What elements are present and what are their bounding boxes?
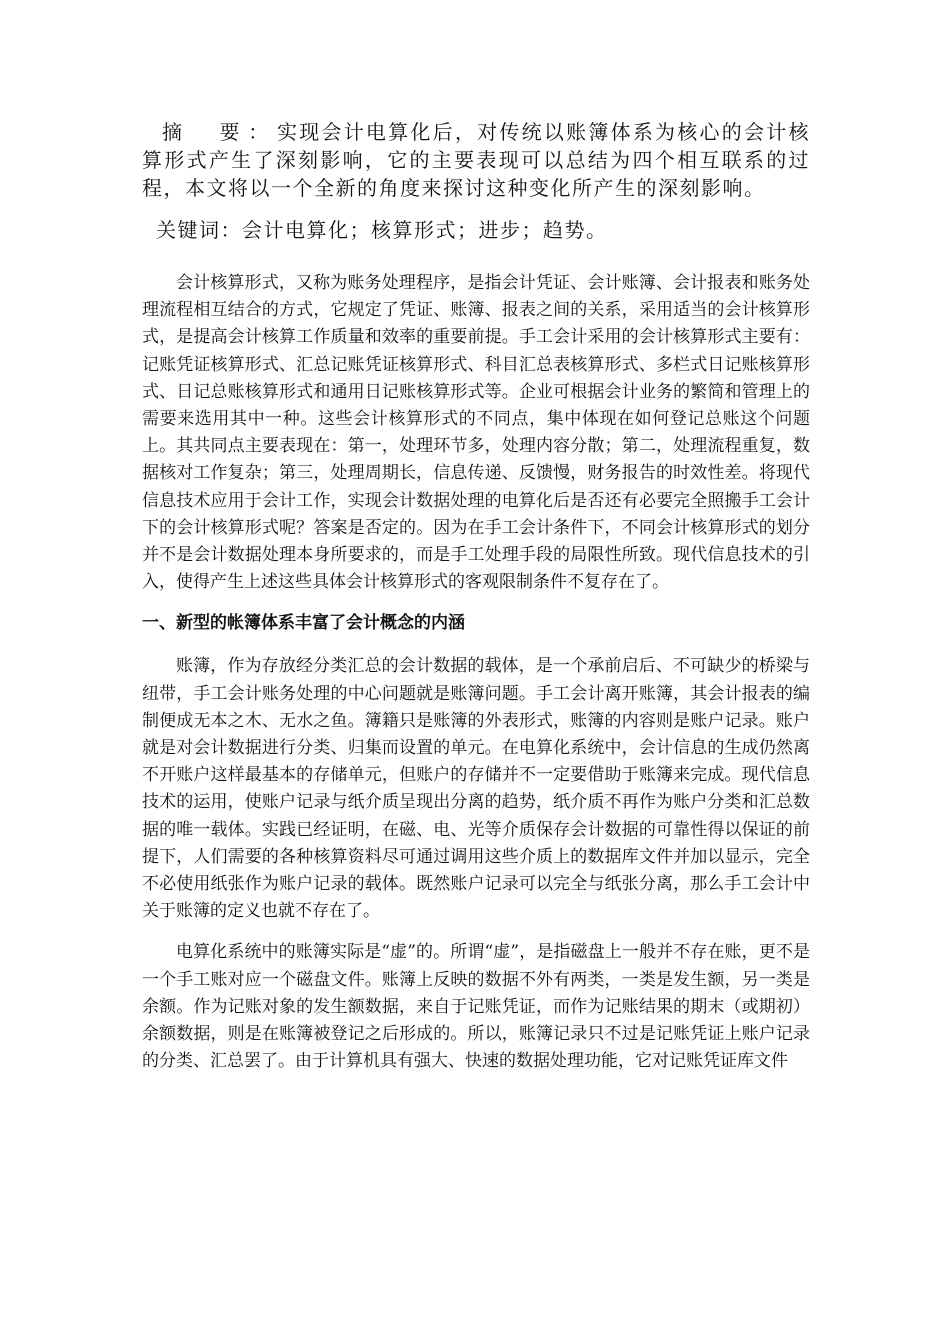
abstract xyxy=(142,118,810,202)
abstract-label: 摘 要： xyxy=(162,120,277,144)
section-1-heading: 一、新型的帐簿体系丰富了会计概念的内涵 xyxy=(142,613,465,634)
keywords-text: 会计电算化；核算形式；进步；趋势。 xyxy=(242,218,608,242)
section-1-paragraph: 电算化系统中的账簿实际是“虚”的。所谓“虚”，是指磁盘上一般并不存在账，更不是一个手工账对应一个磁盘文件。账簿上反映的数据不外有两类，一类是发生额，另一类是余额。作为记账对象的发生额数据，来自于记账凭证，而作为记账结果的期末（或期初）余额数据，则是在账簿被登记之后形成的。所以，账簿记录只不过是记账凭证上账户记录的分类、汇总罢了。由于计算机具有强大、快速的数据处理功能，它对记账凭证库文件 xyxy=(142,942,810,1072)
abstract-text: 实现会计电算化后，对传统以账簿体系为核心的会计核算形式产生了深刻影响，它的主要表现可以总结为四个相互联系的过程，本文将以一个全新的角度来探讨这种变化所产生的深刻影响。 xyxy=(142,120,811,200)
keywords-label: 关键词： xyxy=(156,218,242,242)
intro-paragraph: 会计核算形式，又称为账务处理程序，是指会计凭证、会计账簿、会计报表和账务处理流程相互结合的方式，它规定了凭证、账簿、报表之间的关系，采用适当的会计核算形式，是提高会计核算工作质量和效率的重要前提。手工会计采用的会计核算形式主要有：记账凭证核算形式、汇总记账凭证核算形式、科目汇总表核算形式、多栏式日记账核算形式、日记总账核算形式和通用日记账核算形式等。企业可根据会计业务的繁简和管理上的需要来选用其中一种。这些会计核算形式的不同点，集中体现在如何登记总账这个问题上。其共同点主要表现在：第一，处理环节多，处理内容分散；第二，处理流程重复，数据核对工作复杂；第三，处理周期长，信息传递、反馈慢，财务报告的时效性差。将现代信息技术应用于会计工作，实现会计数据处理的电算化后是否还有必要完全照搬手工会计下的会计核算形式呢？答案是否定的。因为在手工会计条件下，不同会计核算形式的划分并不是会计数据处理本身所要求的，而是手工处理手段的局限性所致。现代信息技术的引入，使得产生上述这些具体会计核算形式的客观限制条件不复存在了。 xyxy=(142,273,810,593)
document-page xyxy=(142,118,810,1089)
section-1-paragraph: 账簿，作为存放经分类汇总的会计数据的载体，是一个承前启后、不可缺少的桥梁与纽带，手工会计账务处理的中心问题就是账簿问题。手工会计离开账簿，其会计报表的编制便成无本之木、无水之鱼。簿籍只是账簿的外表形式，账簿的内容则是账户记录。账户就是对会计数据进行分类、归集而设置的单元。在电算化系统中，会计信息的生成仍然离不开账户这样最基本的存储单元，但账户的存储并不一定要借助于账簿来完成。现代信息技术的运用，使账户记录与纸介质呈现出分离的趋势，纸介质不再作为账户分类和汇总数据的唯一载体。实践已经证明，在磁、电、光等介质保存会计数据的可靠性得以保证的前提下，人们需要的各种核算资料尽可通过调用这些介质上的数据库文件并加以显示，完全不必使用纸张作为账户记录的载体。既然账户记录可以完全与纸张分离，那么手工会计中关于账簿的定义也就不存在了。 xyxy=(142,656,810,922)
keywords xyxy=(142,216,810,244)
